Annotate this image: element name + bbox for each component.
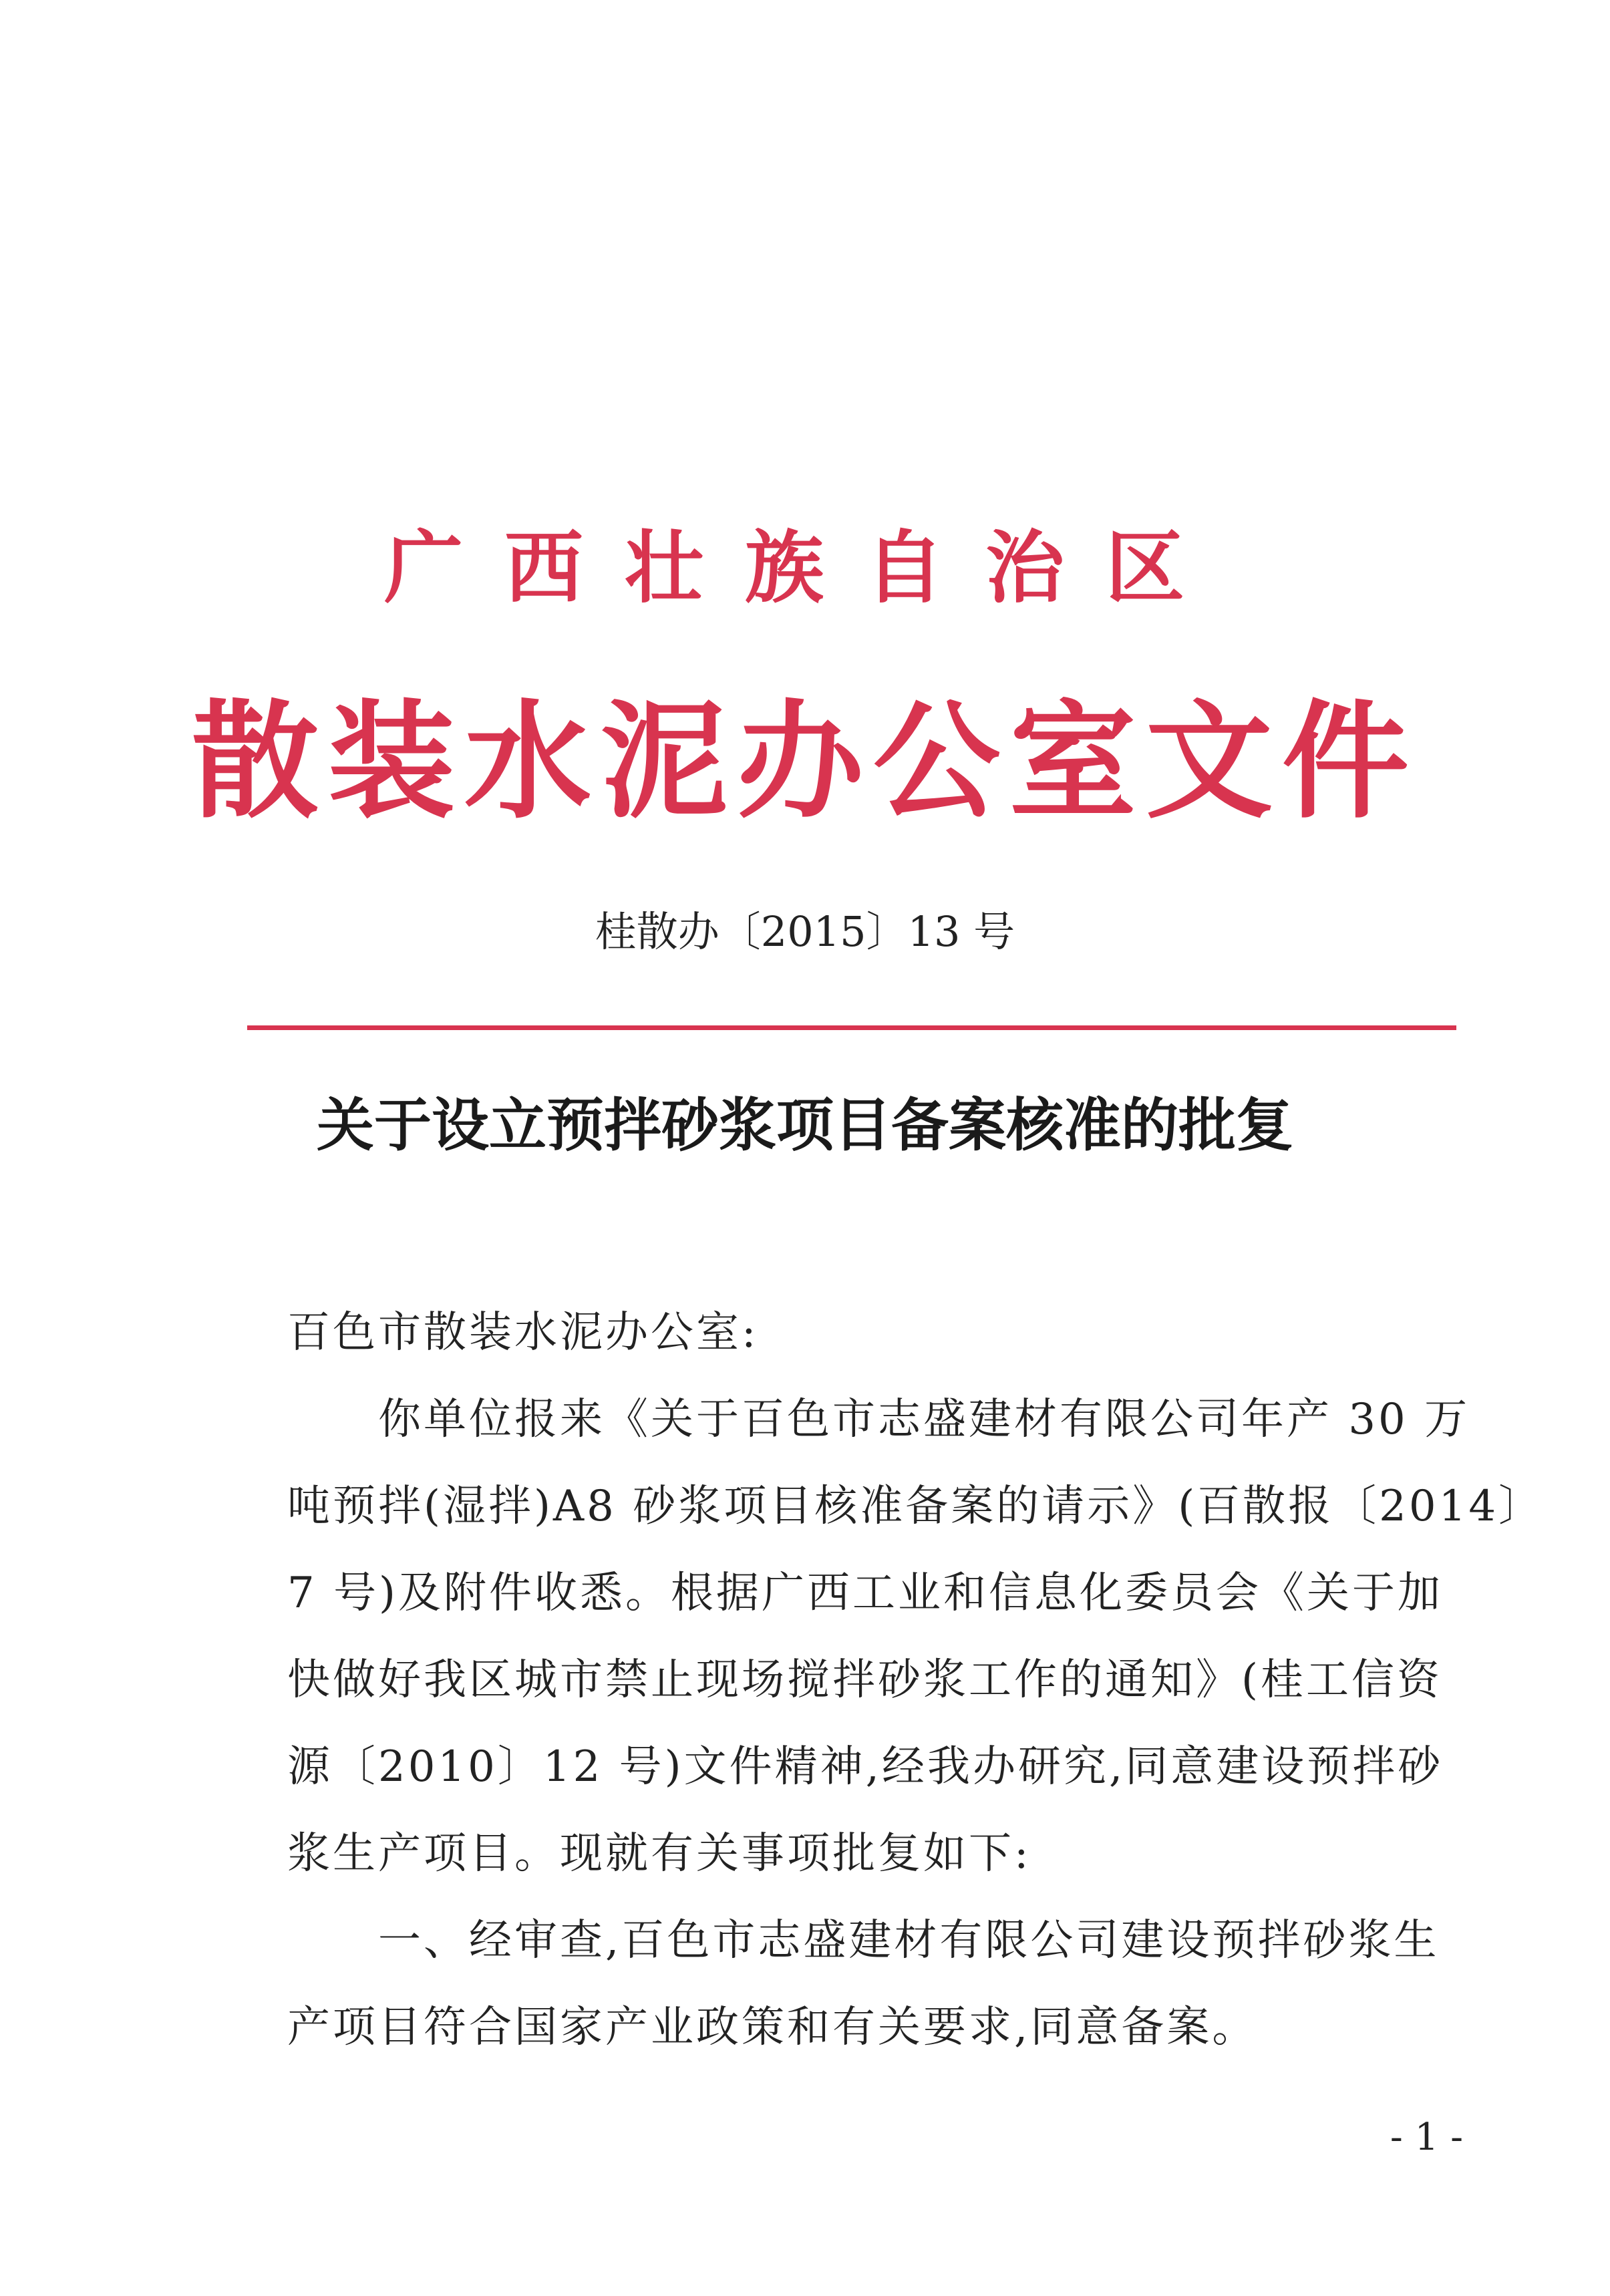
body-line-7: 一、经审查,百色市志盛建材有限公司建设预拌砂浆生 [287,1916,1440,1965]
body-line-5: 源〔2010〕12 号)文件精神,经我办研究,同意建设预拌砂 [287,1742,1444,1792]
salutation: 百色市散装水泥办公室: [287,1308,759,1357]
document-number: 桂散办〔2015〕13 号 [595,907,1015,956]
issuer-name-line2: 散装水泥办公室文件 [191,687,1418,836]
issuer-name-line1: 广西壮族自治区 [383,521,1226,614]
body-line-4: 快做好我区城市禁止现场搅拌砂浆工作的通知》(桂工信资 [287,1655,1442,1705]
body-line-1: 你单位报来《关于百色市志盛建材有限公司年产 30 万 [287,1395,1470,1444]
red-separator-line [247,1025,1456,1030]
page-number: - 1 - [1390,2116,1463,2159]
body-line-6: 浆生产项目。现就有关事项批复如下: [287,1829,1031,1878]
body-line-2: 吨预拌(湿拌)A8 砂浆项目核准备案的请示》(百散报〔2014〕 [287,1482,1545,1531]
body-line-3: 7 号)及附件收悉。根据广西工业和信息化委员会《关于加 [287,1569,1444,1618]
body-line-8: 产项目符合国家产业政策和有关要求,同意备案。 [287,2003,1258,2052]
document-title: 关于设立预拌砂浆项目备案核准的批复 [317,1092,1293,1159]
